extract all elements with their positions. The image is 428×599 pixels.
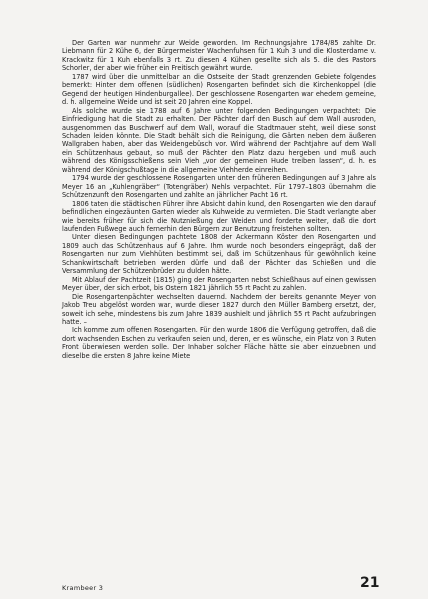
paragraph: Die Rosengartenpächter wechselten dauernd. Nachdem der bereits genannte Meyer von Jakob Treu abgelöst worden war, wurde dieser 1827 durch den Müller Bamberg ersetzt, der, soweit ich sehe, mindestens bis zum Jahre 1839 aushielt und jährlich 55 rt Pacht aufzubringen hatte. – [62, 292, 376, 326]
paragraph: Unter diesen Bedingungen pachtete 1808 der Ackermann Köster den Rosengarten und 1809 auch das Schützenhaus auf 6 Jahre. Ihm wurde noch besonders eingeprägt, daß der Rosengarten nur zum Viehhüten bestimmt sei, daß im Schützenhaus für gewöhnlich keine Schankwirtschaft betrieben werden dürfe und daß der Pächter das Schießen und die Versammlung der Schützenbrüder zu dulden hätte. [62, 233, 376, 276]
paragraph: 1794 wurde der geschlossene Rosengarten unter den früheren Bedingungen auf 3 Jahre als Meyer 16 an „Kuhlengräber“ (Totengräber) Nehls verpachtet. Für 1797–1803 übernahm die Schützenzunft den Rosengarten und zahlte an jährlicher Pacht 16 rt. [62, 174, 376, 200]
paragraph: 1787 wird über die unmittelbar an die Ostseite der Stadt grenzenden Gebiete folgendes bemerkt: Hinter dem offenen (südlichen) Rosengarten befindet sich die Kirchenkoppel (die Gegend der heutigen Hindenburgallee). Der geschlossene Rosengarten war ehedem gemeine, d. h. allgemeine Weide und ist seit 20 Jahren eine Koppel. [62, 72, 376, 107]
paragraph: Als solche wurde sie 1788 auf 6 Jahre unter folgenden Bedingungen verpachtet: Die Einfriedigung hat die Stadt zu erhalten. Der Pächter darf den Busch auf dem Wall ausroden, ausgenommen das Buschwerf auf dem Wall, worauf die Stadtmauer steht, weil diese sonst Schaden leiden könnte. Die Stadt behält sich die Reinigung, die Gärten neben dem äußeren Wallgraben haben, aber das Weidengebüsch vor. Wird während der Pachtjahre auf dem Wall ein Schützenhaus gebaut, so muß der Pächter den Platz dazu hergeben und muß auch während des Königsschießens sein Vieh „vor der gemeinen Hude treiben lassen“, d. h. es während der Königschußtage in die allgemeine Viehherde einreihen. [62, 106, 376, 174]
paragraph: Ich komme zum offenen Rosengarten. Für den wurde 1806 die Verfügung getroffen, daß die dort wachsenden Eschen zu verkaufen seien und, deren, er es wünsche, ein Platz von 3 Ruten Front überwiesen werden solle. Der Inhaber solcher Fläche hätte sie aber einzuebnen und dieselbe die ersten 8 Jahre keine Miete [62, 326, 376, 360]
printer-signature: Krambeer 3 [62, 584, 104, 592]
body-text [62, 39, 376, 360]
paragraph: Der Garten war nunmehr zur Weide geworden. Im Rechnungsjahre 1784/85 zahlte Dr. Liebmann für 2 Kühe 6, der Bürgermeister Wachenfuhsen für 1 Kuh 3 und die Klosterdame v. Krackwitz für 1 Kuh ebenfalls 3 rt. Zu diesen 4 Kühen gesellte sich als 5. die des Pastors Schorler, der aber wie früher ein Freitisch gewährt wurde. [62, 39, 376, 73]
paragraph: Mit Ablauf der Pachtzeit (1815) ging der Rosengarten nebst Schießhaus auf einen gewissen Meyer über, der sich erbot, bis Ostern 1821 jährlich 55 rt Pacht zu zahlen. [62, 275, 376, 293]
page-number: 21 [360, 575, 380, 591]
paragraph: 1806 taten die städtischen Führer ihre Absicht dahin kund, den Rosengarten wie den darauf befindlichen eingezäunten Garten wieder als Kuhweide zu vermieten. Die Stadt verlangte aber wie bereits früher für sich die Nutznießung der Weiden und forderte weiter, daß die dort laufenden Fußwege auch fernerhin den Bürgern zur Benutzung freistehen sollten. [62, 199, 376, 233]
